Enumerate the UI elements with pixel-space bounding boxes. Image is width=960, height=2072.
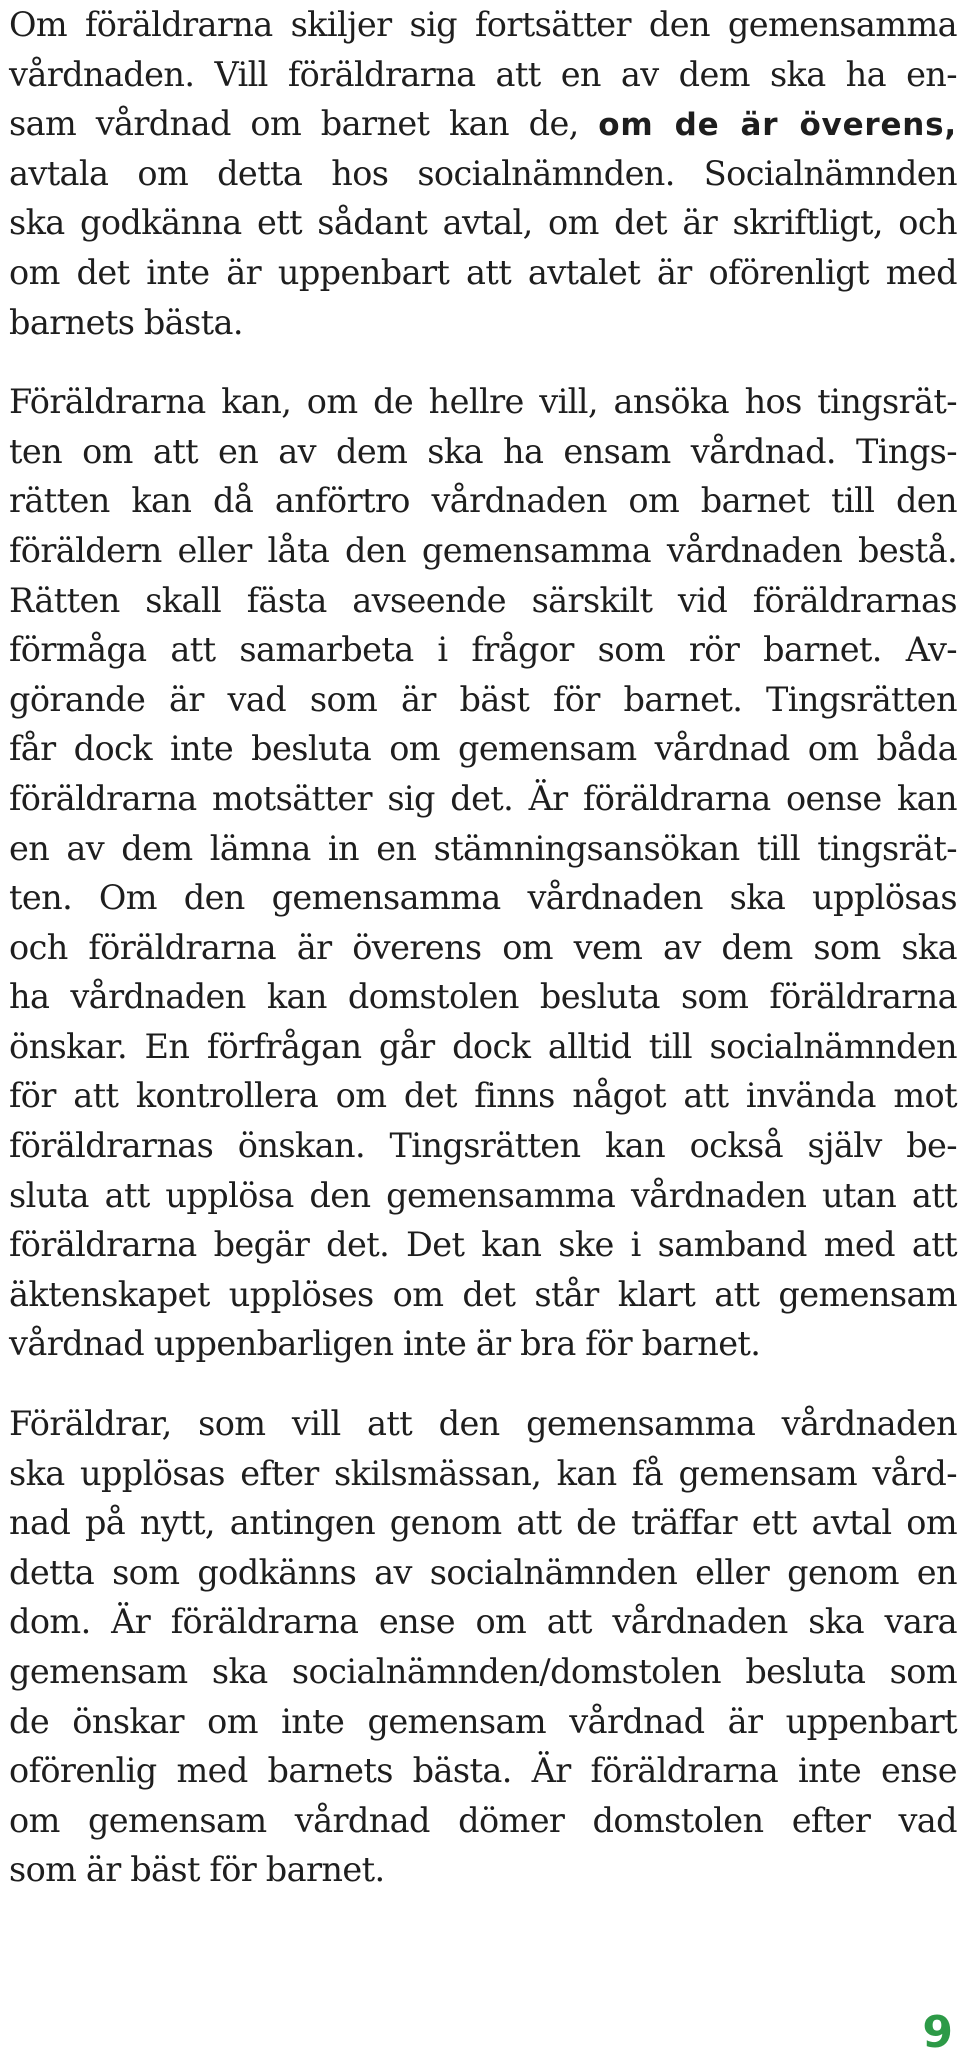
text-line: Föräldrarna kan, om de hellre vill, ansöka hos tingsrät- [9,382,957,422]
paragraph-3 [9,1399,957,1895]
text-line: föräldern eller låta den gemensamma vårdnaden bestå. [9,530,957,570]
text-line: om det inte är uppenbart att avtalet är oförenligt med [9,252,957,292]
text-line: detta som godkänns av socialnämnden eller genom en [9,1552,957,1592]
text-line: vårdnad uppenbarligen inte är bra för barnet. [9,1324,761,1364]
text-line: barnets bästa. [9,302,243,342]
text-line: föräldrarnas önskan. Tingsrätten kan också själv be- [9,1126,957,1166]
text-line: de önskar om inte gemensam vårdnad är uppenbart [9,1701,957,1741]
text-line: rätten kan då anförtro vårdnaden om barnet till den [9,481,957,521]
emphasis-text: om de är överens, [598,107,957,144]
text-line: oförenlig med barnets bästa. Är föräldrarna inte ense [9,1751,957,1791]
page-number: 9 [922,2007,953,2058]
document-page [9,0,957,1895]
text-line: ska upplösas efter skilsmässan, kan få gemensam vård- [9,1453,957,1493]
text-line: ska godkänna ett sådant avtal, om det är skriftligt, och [9,203,957,243]
paragraph-spacer [9,1369,957,1399]
paragraph-spacer [9,347,957,377]
text-line: om gemensam vårdnad dömer domstolen efter vad [9,1800,957,1840]
text-line: sluta att upplösa den gemensamma vårdnaden utan att [9,1175,957,1215]
text-line: och föräldrarna är överens om vem av dem som ska [9,927,957,967]
text-line: görande är vad som är bäst för barnet. Tingsrätten [9,679,957,719]
text-line: får dock inte besluta om gemensam vårdnad om båda [9,729,957,769]
text-line: en av dem lämna in en stämningsansökan till tingsrät- [9,828,957,868]
text-line: föräldrarna motsätter sig det. Är föräldrarna oense kan [9,778,957,818]
text-line: ten. Om den gemensamma vårdnaden ska upplösas [9,878,957,918]
text-line: som är bäst för barnet. [9,1850,385,1890]
text-line: avtala om detta hos socialnämnden. Socialnämnden [9,153,957,193]
text-line: ten om att en av dem ska ha ensam vårdnad. Tings- [9,431,957,471]
text-line: föräldrarna begär det. Det kan ske i samband med att [9,1225,957,1265]
text-line: Föräldrar, som vill att den gemensamma vårdnaden [9,1404,957,1444]
text-segment: sam vårdnad om barnet kan de, [9,104,599,144]
text-line: ha vårdnaden kan domstolen besluta som föräldrarna [9,977,957,1017]
paragraph-2 [9,377,957,1369]
text-line: förmåga att samarbeta i frågor som rör barnet. Av- [9,630,957,670]
text-line: Om föräldrarna skiljer sig fortsätter den gemensamma [9,5,957,44]
text-line: äktenskapet upplöses om det står klart att gemensam [9,1274,957,1314]
text-line: vårdnaden. Vill föräldrarna att en av dem ska ha en- [9,54,957,94]
text-line: dom. Är föräldrarna ense om att vårdnaden ska vara [9,1602,957,1642]
text-line: gemensam ska socialnämnden/domstolen besluta som [9,1652,957,1691]
paragraph-1 [9,0,957,347]
text-line: nad på nytt, antingen genom att de träffar ett avtal om [9,1503,957,1543]
text-line: önskar. En förfrågan går dock alltid till socialnämnden [9,1026,957,1066]
text-line: Rätten skall fästa avseende särskilt vid föräldrarnas [9,580,957,620]
text-line-with-emphasis [9,99,957,149]
text-line: för att kontrollera om det finns något att invända mot [9,1076,957,1116]
